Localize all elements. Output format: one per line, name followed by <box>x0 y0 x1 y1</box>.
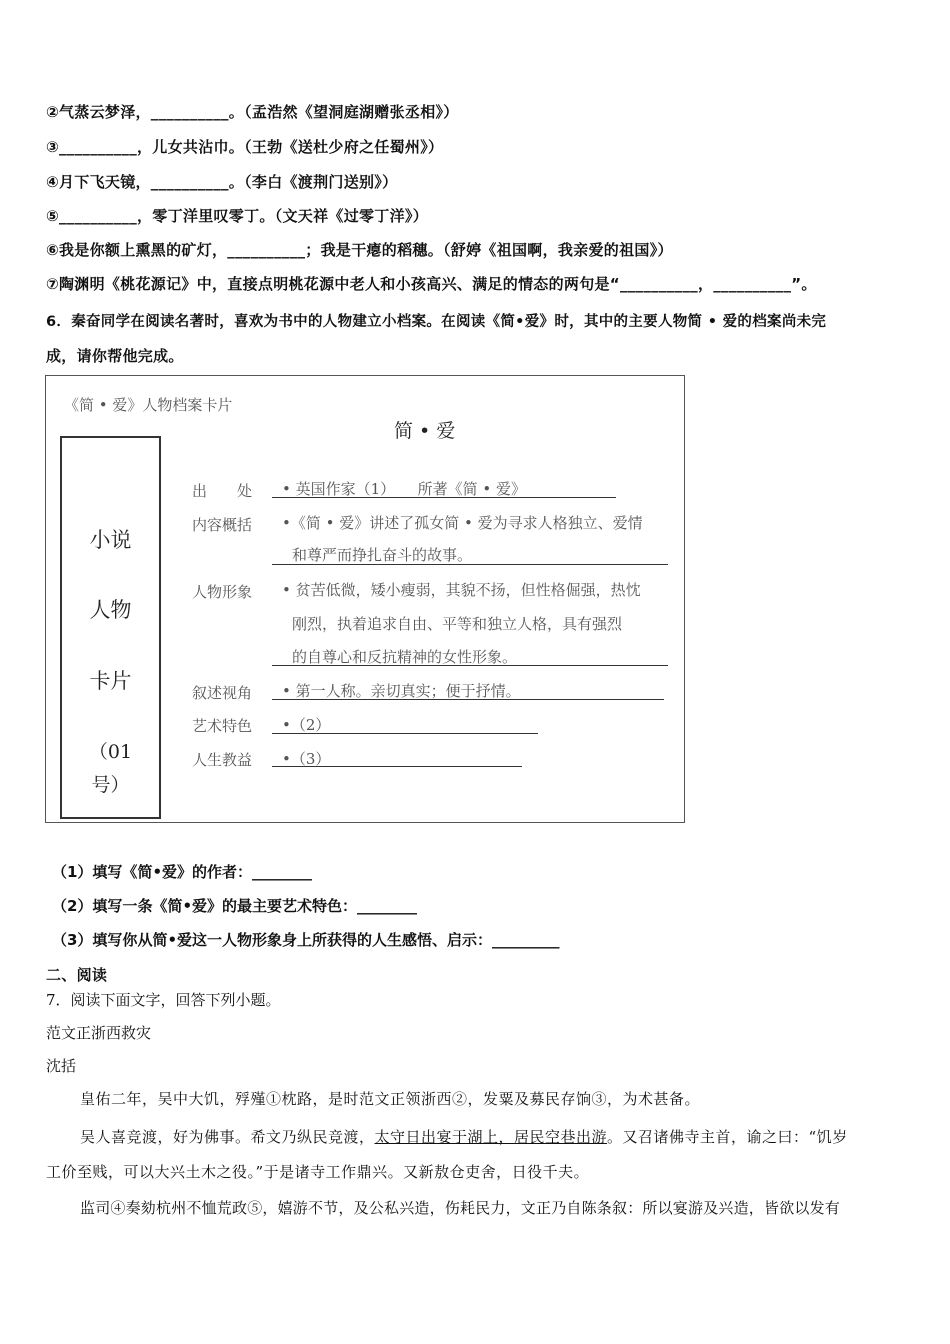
question-6-line-1: 6．秦奋同学在阅读名著时，喜欢为书中的人物建立小档案。在阅读《简•爱》时，其中的主要人物简 • 爱的档案尚未完 <box>46 314 827 330</box>
paragraph-text: 吴人喜竞渡，好为佛事。希文乃纵民竞渡， <box>80 1128 375 1146</box>
poem-line-3: ③__________，儿女共沾巾。（王勃《送杜少府之任蜀州》） <box>46 138 444 156</box>
row-label-lesson: 人生教益 <box>192 751 253 769</box>
article-author: 沈括 <box>46 1057 77 1075</box>
side-text: 小说 <box>89 528 132 552</box>
row-label-image: 人物形象 <box>192 583 253 601</box>
question-6-line-2: 成，请你帮他完成。 <box>46 347 184 365</box>
row-label-source: 出 处 <box>192 482 253 500</box>
poem-line-7: ⑦陶渊明《桃花源记》中，直接点明桃花源中老人和小孩高兴、满足的情态的两句是“__________，__________”。 <box>46 275 817 293</box>
question-7: 7．阅读下面文字，回答下列小题。 <box>46 991 281 1009</box>
side-text: 号） <box>91 774 130 796</box>
row-value-source: • 英国作家（1） 所著《简 • 爱》 <box>282 480 527 498</box>
article-paragraph-2-cont: 工价至贱，可以大兴土木之役。”于是诸寺工作鼎兴。又新敖仓吏舍，日役千夫。 <box>46 1163 590 1181</box>
poem-line-2: ②气蒸云梦泽，__________。（孟浩然《望洞庭湖赠张丞相》） <box>46 103 459 121</box>
card-character-name: 简 • 爱 <box>394 420 456 442</box>
side-text: 卡片 <box>89 669 132 693</box>
underline <box>272 733 538 734</box>
row-label-perspective: 叙述视角 <box>192 684 253 702</box>
underline <box>272 497 616 498</box>
subquestion-2: （2）填写一条《简•爱》的最主要艺术特色：________ <box>52 897 418 915</box>
row-value-image: 刚烈，执着追求自由、平等和独立人格，具有强烈 <box>292 615 623 633</box>
side-text: （01 <box>88 741 133 763</box>
profile-card <box>45 375 685 823</box>
side-text: 人物 <box>89 598 132 622</box>
article-paragraph-1: 皇佑二年，吴中大饥，殍殣①枕路，是时范文正领浙西②，发粟及募民存饷③，为术甚备。 <box>80 1090 701 1108</box>
row-value-summary: 和尊严而挣扎奋斗的故事。 <box>292 546 473 564</box>
article-paragraph-2 <box>80 1126 848 1147</box>
section-heading: 二、阅读 <box>46 966 108 984</box>
subquestion-1: （1）填写《简•爱》的作者：________ <box>52 863 313 881</box>
row-value-perspective: • 第一人称。亲切真实；便于抒情。 <box>282 682 521 700</box>
article-title: 范文正浙西救灾 <box>46 1024 152 1042</box>
row-label-art: 艺术特色 <box>192 717 253 735</box>
poem-line-4: ④月下飞天镜，__________。（李白《渡荆门送别》） <box>46 173 398 191</box>
subquestion-3: （3）填写你从简•爱这一人物形象身上所获得的人生感悟、启示：_________ <box>52 931 560 949</box>
row-value-image: 的自尊心和反抗精神的女性形象。 <box>292 648 518 666</box>
poem-line-5: ⑤__________，零丁洋里叹零丁。（文天祥《过零丁洋》） <box>46 207 429 225</box>
poem-line-6: ⑥我是你额上熏黑的矿灯，__________；我是干瘪的稻穗。（舒婷《祖国啊，我亲爱的祖国》） <box>46 241 673 259</box>
row-value-lesson: •（3） <box>282 750 331 768</box>
underline <box>272 564 668 565</box>
row-value-image: • 贫苦低微，矮小瘦弱，其貌不扬，但性格倔强，热忱 <box>282 581 641 599</box>
underline <box>272 699 664 700</box>
card-caption: 《简 • 爱》人物档案卡片 <box>64 396 233 414</box>
underline <box>272 766 522 767</box>
row-label-summary: 内容概括 <box>192 516 253 534</box>
paragraph-text: 。又召诸佛寺主首，谕之曰：“饥岁 <box>607 1128 848 1146</box>
underlined-sentence: 太守日出宴于湖上，居民空巷出游 <box>374 1128 608 1146</box>
underline <box>272 665 668 666</box>
card-side-label <box>60 436 161 819</box>
row-value-art: •（2） <box>282 716 331 734</box>
article-paragraph-3: 监司④奏劾杭州不恤荒政⑤，嬉游不节，及公私兴造，伤耗民力，文正乃自陈条叙：所以宴游及兴造，皆欲以发有 <box>80 1199 841 1217</box>
row-value-summary: •《简 • 爱》讲述了孤女简 • 爱为寻求人格独立、爱情 <box>282 514 643 532</box>
